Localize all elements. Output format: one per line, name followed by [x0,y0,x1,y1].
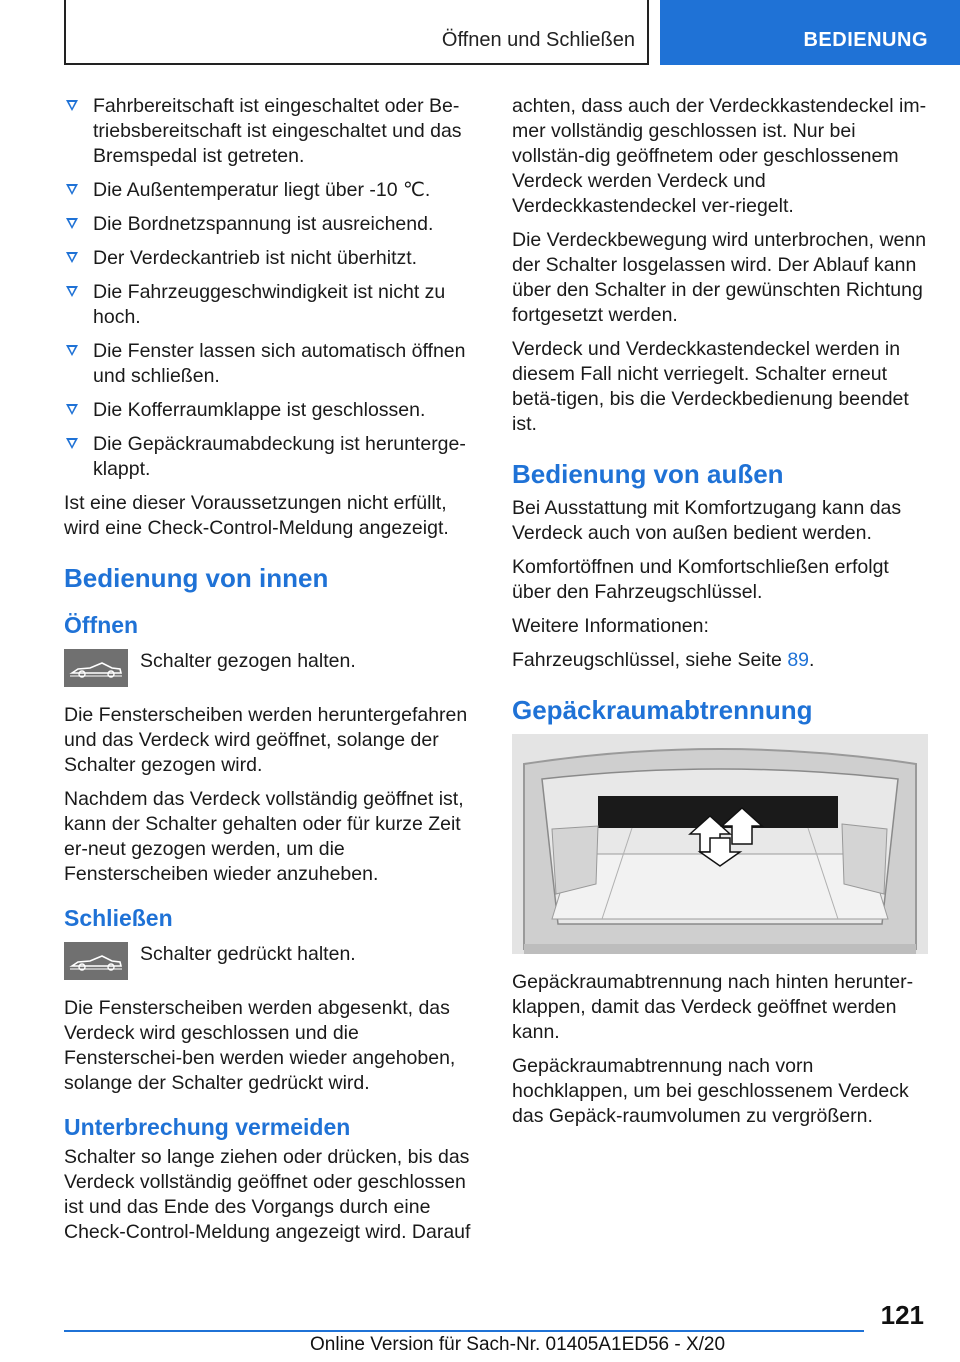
page-link[interactable]: 89 [787,649,810,671]
requirements-list [64,94,482,482]
list-item: Die Außentemperatur liegt über -10 ℃. [64,178,482,203]
outside-paragraph-2: Komfortöffnen und Komfortschließen erfolgt über den Fahrzeugschlüssel. [512,556,889,603]
triangle-bullet-icon [66,184,78,195]
triangle-bullet-icon [66,218,78,229]
chapter-title: Öffnen und Schließen [441,29,635,51]
triangle-bullet-icon [66,404,78,415]
list-item: Die Bordnetzspannung ist ausreichend. [64,212,482,237]
list-item: Die Gepäckraumabdeckung ist herunterge-klappt. [64,432,482,482]
list-item: Fahrbereitschaft ist eingeschaltet oder Be-triebsbereitschaft ist eingeschaltet und das Bremspedal ist getreten. [64,94,482,169]
convertible-car-icon [64,942,128,980]
header-chapter-box [64,0,649,65]
footer-divider [64,1330,864,1332]
convertible-car-icon [64,649,128,687]
close-switch-text: Schalter gedrückt halten. [140,943,356,965]
heading-open: Öffnen [64,612,139,638]
open-switch-text: Schalter gezogen halten. [140,650,356,672]
outside-paragraph-1: Bei Ausstattung mit Komfortzugang kann das Verdeck auch von außen bedient werden. [512,497,902,544]
heading-outside-operation: Bedienung von außen [512,459,784,489]
triangle-bullet-icon [66,252,78,263]
close-paragraph-1: Die Fensterscheiben werden abgesenkt, das Verdeck wird geschlossen und die Fensterschei-ben werden wieder angehoben, solange der Schalter gedrückt wird. [64,997,456,1094]
heading-avoid-interruption: Unterbrechung vermeiden [64,1114,351,1140]
right-column [512,94,932,1138]
left-column [64,94,482,1254]
interrupt-paragraph-1: Schalter so lange ziehen oder drücken, bis das Verdeck vollständig geöffnet oder geschlossen ist und das Ende des Vorgangs durch eine Check-Control-Meldung angezeigt wird. Darauf [64,1146,471,1243]
close-switch-row [64,942,482,986]
open-paragraph-2: Nachdem das Verdeck vollständig geöffnet ist, kann der Schalter gehalten oder für kurze Zeit er-neut gezogen werden, um die Fensterscheiben wieder anzuheben. [64,788,464,885]
heading-inside-operation: Bedienung von innen [64,563,329,593]
triangle-bullet-icon [66,100,78,111]
section-label: BEDIENUNG [803,29,928,51]
list-item: Die Fahrzeuggeschwindigkeit ist nicht zu hoch. [64,280,482,330]
list-item: Die Fenster lassen sich automatisch öffnen und schließen. [64,339,482,389]
heading-luggage-partition: Gepäckraumabtrennung [512,695,813,725]
right-paragraph-3: Verdeck und Verdeckkastendeckel werden in diesem Fall nicht verriegelt. Schalter erneut betä-tigen, bis die Verdeckbedienung beendet ist. [512,338,909,435]
triangle-bullet-icon [66,345,78,356]
header-section-tab [660,0,960,65]
outside-paragraph-3: Weitere Informationen: [512,615,709,637]
online-version-note: Online Version für Sach-Nr. 01405A1ED56 - X/20 [310,1334,726,1355]
right-paragraph-1: achten, dass auch der Verdeckkastendeckel im-mer vollständig geschlossen ist. Nur bei vollstän-dig geöffnetem oder geschlossenem Verdeck werden Verdeck und Verdeckkastendeckel ver-riegelt. [512,95,927,217]
luggage-compartment-image [512,734,928,954]
partition-paragraph-1: Gepäckraumabtrennung nach hinten herunter-klappen, damit das Verdeck geöffnet werden kann. [512,971,914,1043]
triangle-bullet-icon [66,286,78,297]
requirements-note: Ist eine dieser Voraussetzungen nicht erfüllt, wird eine Check-Control-Meldung angezeigt. [64,492,449,539]
list-item: Der Verdeckantrieb ist nicht überhitzt. [64,246,482,271]
open-switch-row [64,649,482,693]
right-paragraph-2: Die Verdeckbewegung wird unterbrochen, wenn der Schalter losgelassen wird. Der Ablauf kann über den Schalter in der gewünschten Richtung fortgesetzt werden. [512,229,927,326]
open-paragraph-1: Die Fensterscheiben werden heruntergefahren und das Verdeck wird geöffnet, solange der Schalter gezogen wird. [64,704,468,776]
list-item: Die Kofferraumklappe ist geschlossen. [64,398,482,423]
partition-paragraph-2: Gepäckraumabtrennung nach vorn hochklappen, um bei geschlossenem Verdeck das Gepäck-raumvolumen zu vergrößern. [512,1055,909,1127]
page-number: 121 [880,1300,924,1330]
heading-close: Schließen [64,905,173,931]
key-reference: Fahrzeugschlüssel, siehe Seite 89. [512,649,815,671]
triangle-bullet-icon [66,438,78,449]
